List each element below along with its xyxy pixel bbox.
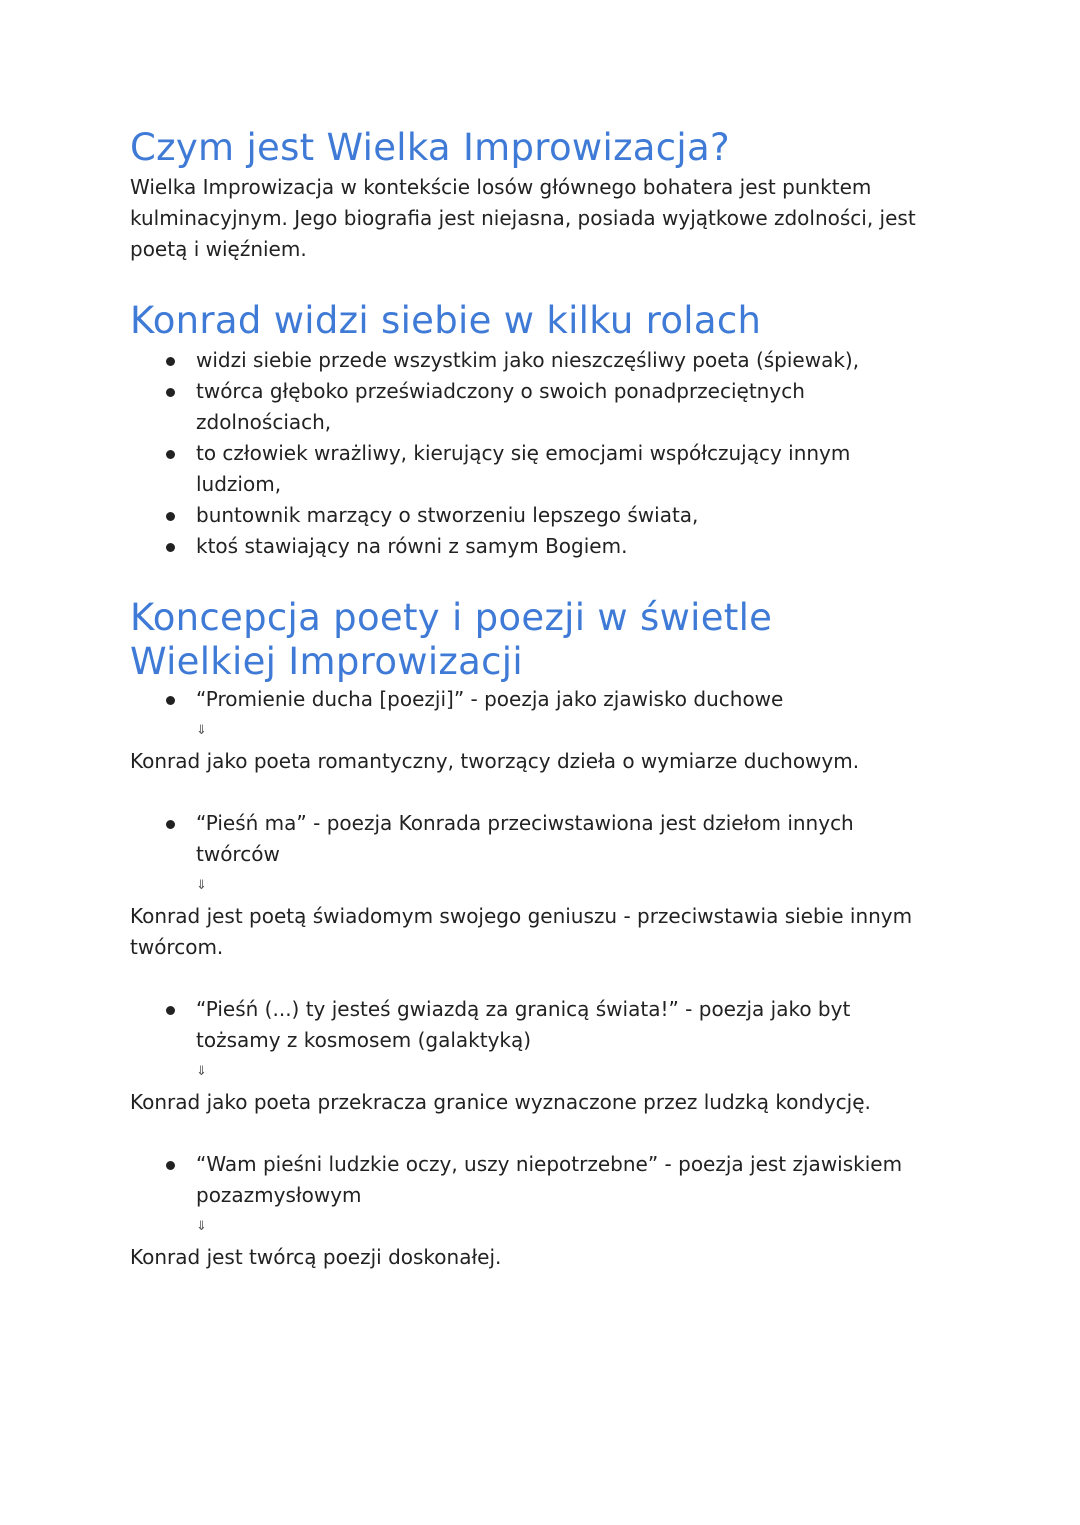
section-heading: Czym jest Wielka Improwizacja? <box>130 126 730 169</box>
quote-item: “Wam pieśni ludzkie oczy, uszy niepotrzebne” - poezja jest zjawiskiem pozazmysłowym <box>196 1149 930 1211</box>
list-item: widzi siebie przede wszystkim jako nieszczęśliwy poeta (śpiewak), <box>196 345 930 376</box>
section-paragraph: Wielka Improwizacja w kontekście losów głównego bohatera jest punktem kulminacyjnym. Jego biografia jest niejasna, posiada wyjątkowe zdolności, jest poetą i więźniem. <box>130 175 916 261</box>
section-what-is-great-improvisation <box>130 126 930 265</box>
down-arrow-icon: ⇓ <box>196 878 207 893</box>
quote-item: “Pieśń (...) ty jesteś gwiazdą za granicą świata!” - poezja jako byt tożsamy z kosmosem (galaktyką) <box>196 994 930 1056</box>
section-poet-concept <box>130 596 930 1273</box>
down-arrow-icon: ⇓ <box>196 723 207 738</box>
conclusion-text: Konrad jako poeta przekracza granice wyznaczone przez ludzką kondycję. <box>130 1090 871 1114</box>
down-arrow-icon: ⇓ <box>196 1219 207 1234</box>
quote-item: “Pieśń ma” - poezja Konrada przeciwstawiona jest dziełom innych twórców <box>196 808 930 870</box>
list-item: twórca głęboko przeświadczony o swoich ponadprzeciętnych zdolnościach, <box>196 376 930 438</box>
section-heading: Koncepcja poety i poezji w świetle Wielkiej Improwizacji <box>130 596 773 683</box>
down-arrow-icon: ⇓ <box>196 1064 207 1079</box>
conclusion-text: Konrad jako poeta romantyczny, tworzący dzieła o wymiarze duchowym. <box>130 749 860 773</box>
quote-block <box>130 994 930 1118</box>
quote-block <box>130 1149 930 1273</box>
quote-block <box>130 808 930 963</box>
section-konrad-roles <box>130 299 930 562</box>
conclusion-text: Konrad jest poetą świadomym swojego geniuszu - przeciwstawia siebie innym twórcom. <box>130 904 913 959</box>
conclusion-text: Konrad jest twórcą poezji doskonałej. <box>130 1245 502 1269</box>
roles-list <box>130 345 930 562</box>
list-item: buntownik marzący o stworzeniu lepszego świata, <box>196 500 930 531</box>
quote-item: “Promienie ducha [poezji]” - poezja jako zjawisko duchowe <box>196 684 930 715</box>
quote-block <box>130 684 930 777</box>
list-item: ktoś stawiający na równi z samym Bogiem. <box>196 531 930 562</box>
list-item: to człowiek wrażliwy, kierujący się emocjami współczujący innym ludziom, <box>196 438 930 500</box>
section-heading: Konrad widzi siebie w kilku rolach <box>130 299 762 342</box>
